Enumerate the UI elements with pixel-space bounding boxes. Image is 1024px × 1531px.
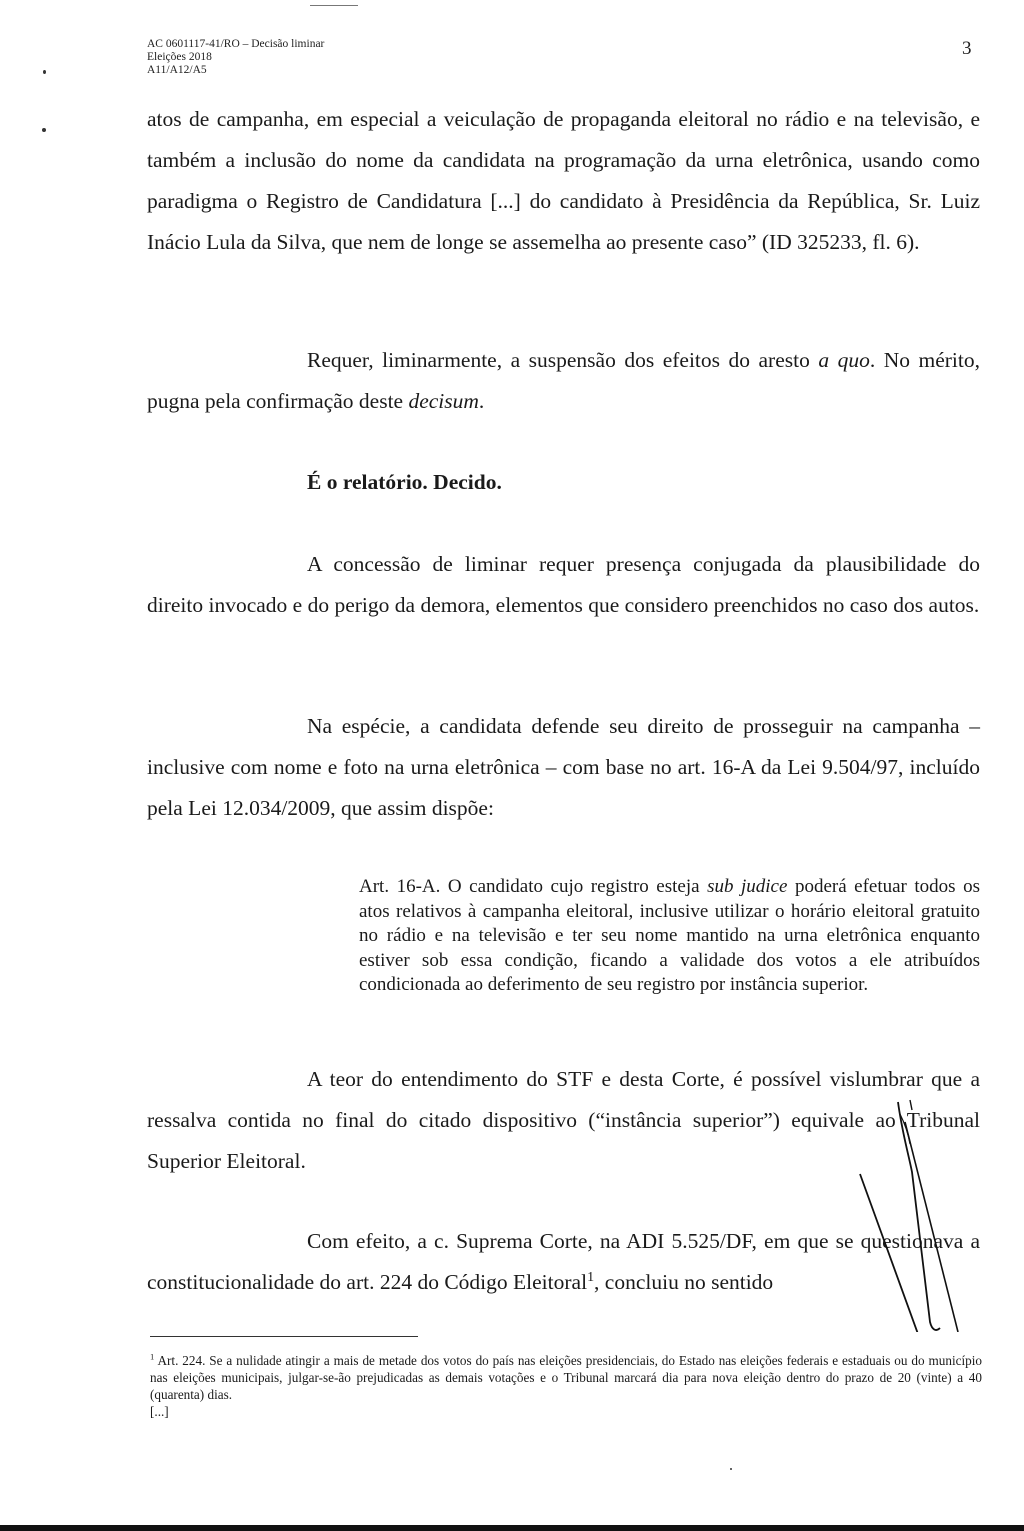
paragraph-1: atos de campanha, em especial a veiculação de propaganda eleitoral no rádio e na televisão, e também a inclusão do nome da candidata na programação da urna eletrônica, usando como paradigma o Registro de Candidatura [...] do candidato à Presidência da República, Sr. Luiz Inácio Lula da Silva, que nem de longe se assemelha ao presente caso” (ID 325233, fl. 6).: [147, 107, 980, 254]
header-codes: A11/A12/A5: [147, 64, 207, 76]
header-case-number: AC 0601117-41/RO – Decisão liminar: [147, 38, 325, 50]
italic-term: decisum: [408, 389, 479, 413]
scan-speck: [730, 1468, 732, 1470]
paragraph-5: A teor do entendimento do STF e desta Corte, é possível vislumbrar que a ressalva contida no final do citado dispositivo (“instância superior”) equivale ao Tribunal Superior Eleitoral.: [147, 1067, 980, 1173]
block-quote: Art. 16-A. O candidato cujo registro esteja sub judice poderá efetuar todos os atos relativos à campanha eleitoral, inclusive utilizar o horário eleitoral gratuito no rádio e na televisão e ter seu nome mantido na urna eletrônica enquanto estiver sob essa condição, ficando a validade dos votos a ele atribuídos condicionada ao deferimento de seu registro por instância superior.: [359, 876, 980, 995]
top-rule: [310, 5, 358, 6]
document-header: [147, 38, 324, 77]
scan-bottom-edge: [0, 1525, 1024, 1531]
section-heading: É o relatório. Decido.: [307, 470, 502, 494]
footnote-divider: [150, 1336, 418, 1337]
italic-term: a quo: [818, 348, 870, 372]
footnote: [150, 1352, 982, 1420]
header-election-year: Eleições 2018: [147, 51, 212, 63]
footnote-text: Art. 224. Se a nulidade atingir a mais de metade dos votos do país nas eleições presidenciais, do Estado nas eleições federais e estaduais ou do município nas eleições municipais, julgar-se-ão prejudicadas as demais votações e o Tribunal marcará dia para nova eleição dentro do prazo de 20 (vinte) a 40 (quarenta) dias.: [150, 1353, 982, 1402]
paragraph-2: Requer, liminarmente, a suspensão dos efeitos do aresto a quo. No mérito, pugna pela confirmação deste decisum.: [147, 348, 980, 413]
scan-speck: [42, 128, 46, 132]
footnote-marker: 1: [150, 1351, 155, 1362]
scan-speck: [43, 70, 46, 74]
footnote-reference: 1: [587, 1269, 595, 1285]
paragraph-3: A concessão de liminar requer presença conjugada da plausibilidade do direito invocado e do perigo da demora, elementos que considero preenchidos no caso dos autos.: [147, 552, 980, 617]
paragraph-6: Com efeito, a c. Suprema Corte, na ADI 5.525/DF, em que se questionava a constitucionalidade do art. 224 do Código Eleitoral$^1$, concluiu no sentido: [147, 1229, 980, 1294]
page-number: 3: [962, 38, 972, 59]
footnote-ellipsis: [...]: [150, 1404, 169, 1419]
paragraph-4: Na espécie, a candidata defende seu direito de prosseguir na campanha – inclusive com nome e foto na urna eletrônica – com base no art. 16-A da Lei 9.504/97, incluído pela Lei 12.034/2009, que assim dispõe:: [147, 714, 980, 820]
handwritten-signature: [850, 1092, 980, 1332]
italic-term: sub judice: [707, 876, 788, 897]
